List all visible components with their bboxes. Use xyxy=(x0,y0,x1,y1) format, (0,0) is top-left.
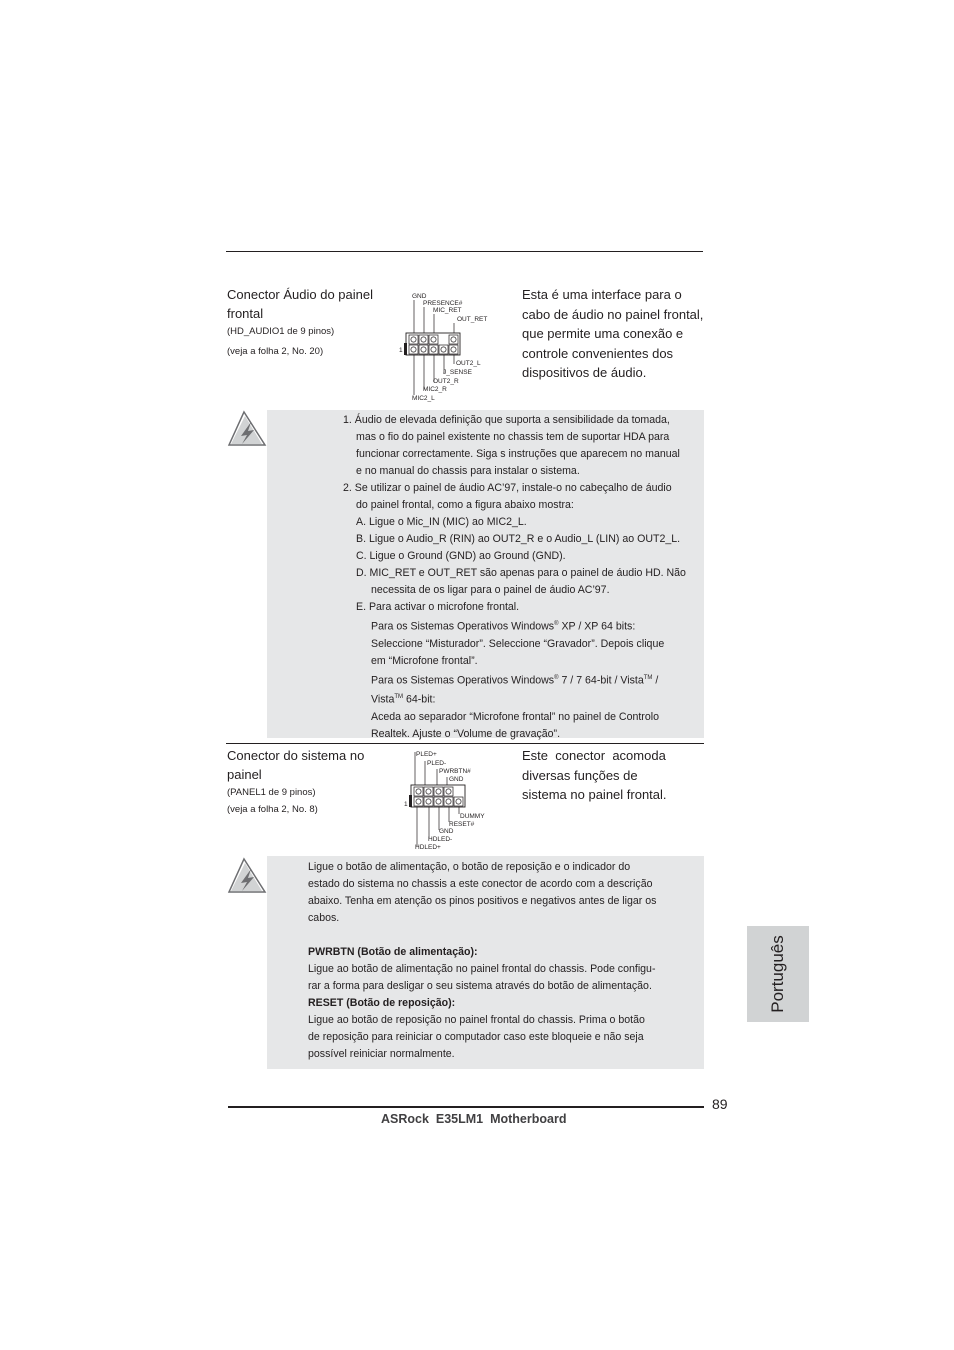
pin-label-pled-plus: PLED+ xyxy=(416,751,437,758)
section1-desc-line: cabo de áudio no painel frontal, xyxy=(522,306,704,322)
pin-label-pwrbtn: PWRBTN# xyxy=(439,768,471,775)
section1-title xyxy=(227,285,373,323)
pin-label-hdled-minus: HDLED- xyxy=(428,836,453,843)
note-line: 2. Se utilizar o painel de áudio AC’97, instale-o no cabeçalho de áudio xyxy=(343,482,672,494)
note-line: estado do sistema no chassis a este conector de acordo com a descrição xyxy=(308,878,653,890)
warning-icon xyxy=(227,410,267,448)
note-spacer xyxy=(308,927,656,944)
pin-label-mic2-r: MIC2_R xyxy=(423,386,447,393)
note-line-windows-7: Para os Sistemas Operativos Windows® 7 / 7 64-bit / Vista™ / xyxy=(371,674,659,687)
section2-description xyxy=(522,746,667,805)
note-line: funcionar correctamente. Siga s instruções que aparecem no manual xyxy=(356,448,680,460)
pin-label-hdled-plus: HDLED+ xyxy=(415,844,441,851)
note-line: rar a forma para desligar o seu sistema através do botão de alimentação. xyxy=(308,980,652,992)
note-line: Aceda ao separador “Microfone frontal” no painel de Controlo xyxy=(371,710,659,723)
pin-label-dummy: DUMMY xyxy=(460,813,485,820)
section1-desc-line: que permite uma conexão e xyxy=(522,326,684,341)
pin-label-mic-ret: MIC_RET xyxy=(433,307,462,314)
section-divider xyxy=(226,743,704,744)
pin-label-j-sense: J_SENSE xyxy=(443,369,472,376)
pin-label-out-ret: OUT_RET xyxy=(457,316,488,323)
section2-sub1: (PANEL1 de 9 pinos) xyxy=(227,787,316,798)
section2-title-line1: Conector do sistema no xyxy=(227,748,365,763)
note-line: B. Ligue o Audio_R (RIN) ao OUT2_R e o Audio_L (LIN) ao OUT2_L. xyxy=(356,533,681,545)
panel-header-diagram xyxy=(403,748,489,852)
note-line: possível reiniciar normalmente. xyxy=(308,1048,455,1060)
warning-icon xyxy=(227,857,267,895)
note-heading-reset: RESET (Botão de reposição): xyxy=(308,997,456,1009)
note-line: necessita de os ligar para o painel de áudio AC’97. xyxy=(371,584,610,596)
section1-description xyxy=(522,285,703,383)
note-line: Ligue ao botão de reposição no painel frontal do chassis. Prima o botão xyxy=(308,1014,645,1026)
note-line: 1. Áudio de elevada definição que suporta a sensibilidade da tomada, xyxy=(343,414,670,426)
note-line: Ligue o botão de alimentação, o botão de reposição e o indicador do xyxy=(308,861,631,873)
note-line: abaixo. Tenha em atenção os pinos positivos e negativos antes de ligar os xyxy=(308,895,657,907)
section1-sub1: (HD_AUDIO1 de 9 pinos) xyxy=(227,326,335,337)
note-line: em “Microfone frontal”. xyxy=(371,654,478,667)
pin-label-gnd2: GND xyxy=(439,828,454,835)
section1-title-line1: Conector Áudio do painel xyxy=(227,287,373,302)
note-line: Realtek. Ajuste o “Volume de gravação”. xyxy=(371,727,561,740)
language-tab-label: Português xyxy=(768,935,787,1013)
section1-sub2: (veja a folha 2, No. 20) xyxy=(227,346,324,357)
pin-label-reset: RESET# xyxy=(449,821,475,828)
section2-sub2: (veja a folha 2, No. 8) xyxy=(227,804,318,815)
section2-desc-line: sistema no painel frontal. xyxy=(522,787,667,802)
pin-label-one: 1 xyxy=(399,347,403,354)
note-heading-pwrbtn: PWRBTN (Botão de alimentação): xyxy=(308,946,478,958)
audio-header-diagram xyxy=(398,288,490,404)
page-number: 89 xyxy=(712,1096,728,1112)
note-line: cabos. xyxy=(308,912,340,924)
note-line: mas o fio do painel existente no chassis tem de suportar HDA para xyxy=(356,431,670,443)
section1-title-line2: frontal xyxy=(227,306,264,321)
pin-label-gnd: GND xyxy=(412,293,427,300)
language-tab xyxy=(747,926,809,1022)
pin-label-out2-l: OUT2_L xyxy=(456,360,481,367)
pin-label-out2-r: OUT2_R xyxy=(433,378,459,385)
note-line: e no manual do chassis para instalar o sistema. xyxy=(356,465,580,477)
section1-desc-line: Esta é uma interface para o xyxy=(522,287,682,302)
footer-product: ASRock E35LM1 Motherboard xyxy=(381,1112,567,1126)
note-line: do painel frontal, como a figura abaixo mostra: xyxy=(356,499,574,511)
note-line: Ligue ao botão de alimentação no painel frontal do chassis. Pode configu- xyxy=(308,963,656,975)
note-line: E. Para activar o microfone frontal. xyxy=(356,601,520,613)
pin-label-presence: PRESENCE# xyxy=(423,300,463,307)
section2-title xyxy=(227,746,364,784)
pin-label-gnd: GND xyxy=(449,776,464,783)
note-line: Seleccione “Misturador”. Seleccione “Gravador”. Depois clique xyxy=(371,637,665,650)
pin-label-mic2-l: MIC2_L xyxy=(412,395,435,402)
section2-desc-line: Este conector acomoda xyxy=(522,748,666,763)
note-line: de reposição para reiniciar o computador caso este bloqueie e não seja xyxy=(308,1031,644,1043)
note-line: C. Ligue o Ground (GND) ao Ground (GND). xyxy=(356,550,566,562)
note-line-windows-xp: Para os Sistemas Operativos Windows® XP / XP 64 bits: xyxy=(371,620,636,633)
note-audio-text xyxy=(343,412,686,743)
top-rule xyxy=(226,251,703,252)
note-line: D. MIC_RET e OUT_RET são apenas para o painel de áudio HD. Não xyxy=(356,567,686,579)
section1-desc-line: controle convenientes dos xyxy=(522,345,674,361)
section2-desc-line: diversas funções de xyxy=(522,767,638,783)
note-panel-text xyxy=(308,859,656,1063)
section2-title-line2: painel xyxy=(227,767,262,782)
section1-desc-line: dispositivos de áudio. xyxy=(522,365,647,380)
note-line-vista: Vista™ 64-bit: xyxy=(371,693,436,706)
pin-label-pled-minus: PLED- xyxy=(427,760,447,767)
pin-label-one: 1 xyxy=(404,801,408,808)
note-line: A. Ligue o Mic_IN (MIC) ao MIC2_L. xyxy=(356,516,527,528)
footer-rule xyxy=(228,1106,704,1108)
